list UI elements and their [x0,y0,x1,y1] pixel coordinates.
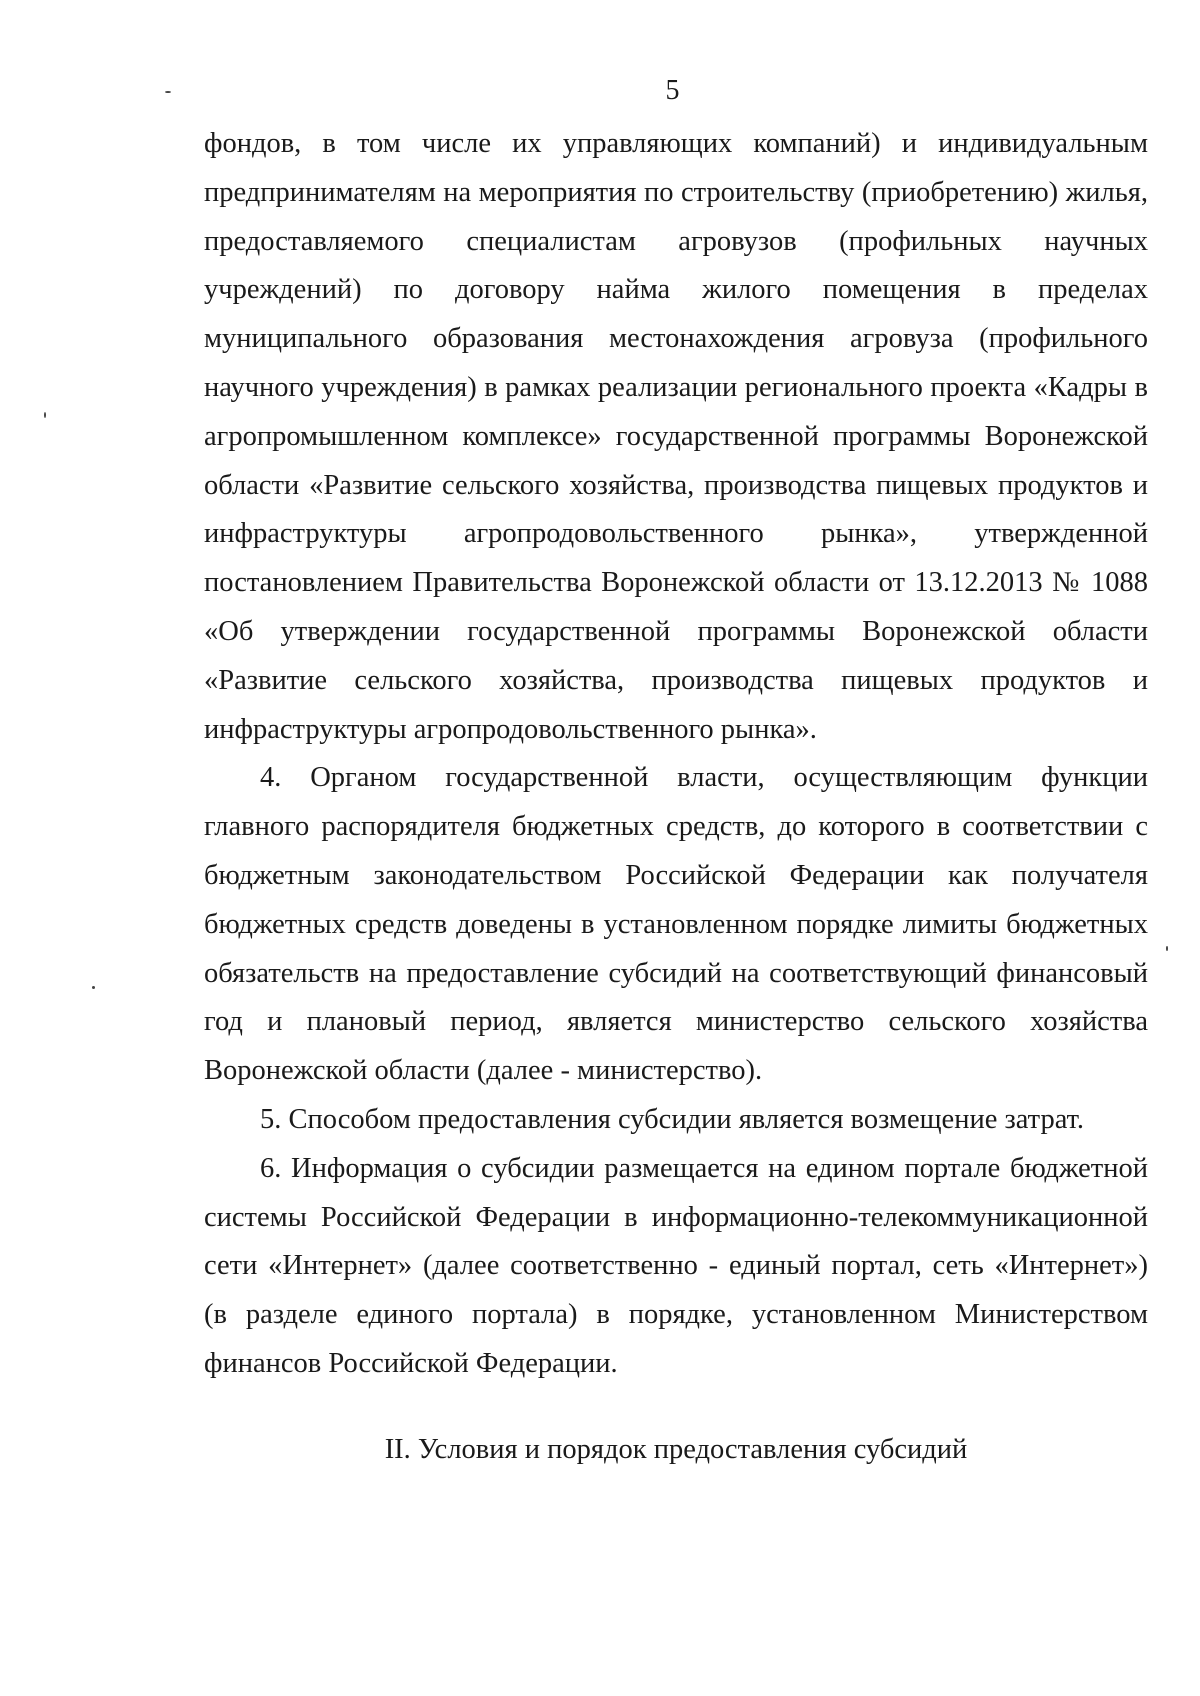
page-number: 5 [665,75,680,106]
paragraph-item-6: 6. Информация о субсидии размещается на едином портале бюджетной системы Российской Федерации в информационно-телекоммуникационной сети «Интернет» (далее соответственно - единый портал, сеть «Интернет») (в разделе единого портала) в порядке, установленном Министерством финансов Российской Федерации. [204,1152,1148,1379]
scan-speck [92,986,95,989]
section-heading: II. Условия и порядок предоставления субсидий [384,1434,968,1465]
paragraph-item-4: 4. Органом государственной власти, осуществляющим функции главного распорядителя бюджетных средств, до которого в соответствии с бюджетным законодательством Российской Федерации как получателя бюджетных средств доведены в установленном порядке лимиты бюджетных обязательств на предоставление субсидий на соответствующий финансовый год и плановый период, является министерство сельского хозяйства Воронежской области (далее - министерство). [204,762,1148,1087]
document-body [204,120,1148,1389]
scan-speck [165,91,171,93]
paragraph-item-5: 5. Способом предоставления субсидии является возмещение затрат. [260,1103,1085,1135]
scan-speck [1166,946,1168,951]
paragraph-continuation: фондов, в том числе их управляющих компаний) и индивидуальным предпринимателям на мероприятия по строительству (приобретению) жилья, предоставляемого специалистам агровузов (профильных научных учреждений) по договору найма жилого помещения в пределах муниципального образования местонахождения агровуза (профильного научного учреждения) в рамках реализации регионального проекта «Кадры в агропромышленном комплексе» государственной программы Воронежской области «Развитие сельского хозяйства, производства пищевых продуктов и инфраструктуры агропродовольственного рынка», утвержденной постановлением Правительства Воронежской области от 13.12.2013 № 1088 «Об утверждении государственной программы Воронежской области «Развитие сельского хозяйства, производства пищевых продуктов и инфраструктуры агропродовольственного рынка». [204,128,1148,745]
scan-speck [44,412,46,418]
